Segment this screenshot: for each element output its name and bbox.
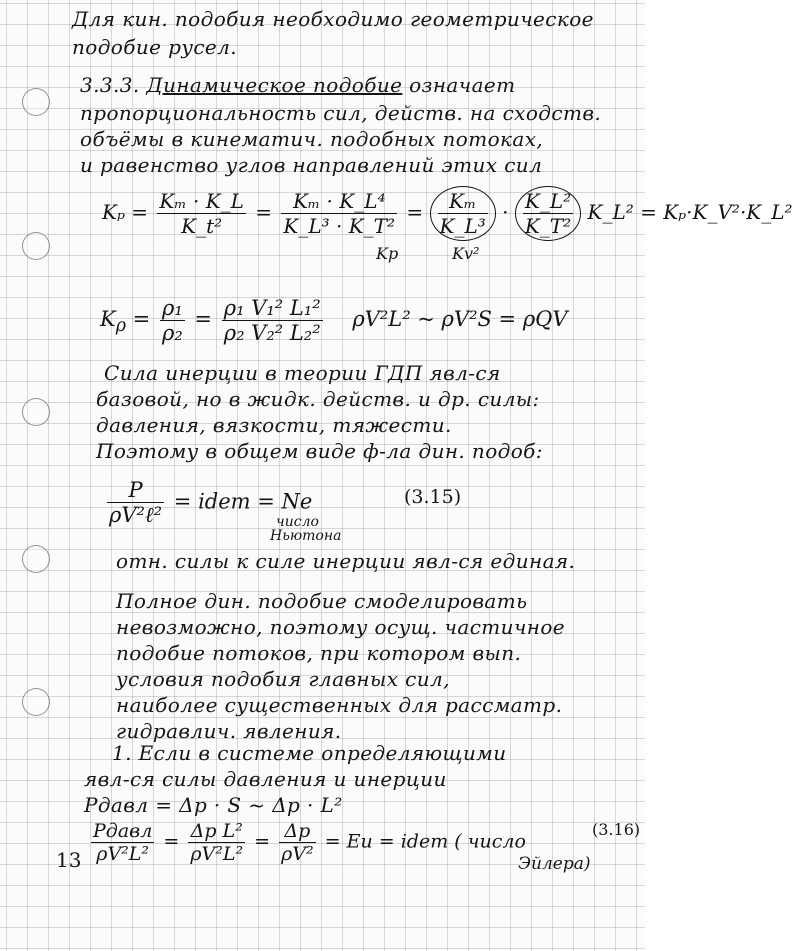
formula-rest: = Eu = idem ( число (324, 830, 526, 853)
formula-numerator: Δp (279, 820, 316, 843)
section-title: Динамическое подобие (146, 73, 403, 97)
text-line: Pдавл = Δp · S ~ Δp · L² (84, 793, 343, 817)
text-line: базовой, но в жидк. действ. и др. силы: (96, 387, 540, 411)
text-line: подобие потоков, при котором вып. (116, 641, 522, 665)
text-line: невозможно, поэтому осущ. частичное (116, 615, 566, 639)
formula-rest: = idem = Ne (173, 489, 313, 514)
text-line: Для кин. подобия необходимо геометрическое (72, 7, 594, 31)
text-line: явл-ся силы давления и инерции (84, 767, 447, 791)
formula-numerator: P (107, 478, 164, 503)
text-line: гидравлич. явления. (116, 719, 342, 743)
text-line: объёмы в кинематич. подобных потоках, (80, 127, 544, 151)
text-line: Поэтому в общем виде ф-ла дин. подоб: (96, 439, 543, 463)
formula-denominator: ρV²L² (96, 843, 150, 865)
formula-denominator: ρV²ℓ² (109, 503, 163, 527)
formula-note: число (276, 514, 319, 530)
punch-hole (22, 232, 50, 260)
section-number: 3.3.3. (80, 73, 140, 97)
equation-number: (3.16) (592, 820, 641, 839)
text-line: 1. Если в системе определяющими (112, 741, 507, 765)
formula-annotation-kv: Kv² (452, 244, 480, 263)
text-line: подобие русел. (72, 35, 238, 59)
punch-hole (22, 398, 50, 426)
punch-hole (22, 688, 50, 716)
formula-note: Эйлера) (518, 854, 591, 874)
text-line: условия подобия главных сил, (116, 667, 450, 691)
formula-density-scale: $K_\rho$ = $\frac{\text{ρ₁}}{\text{ρ₂}}$ = $\frac{\text{ρ₁ V₁² L₁²}}{\text{ρ₂ V₂² L₂²}}$ ρV²L² ~ ρV²S = ρQV (100, 296, 568, 345)
text-line: пропорциональность сил, действ. на сходств. (80, 101, 602, 125)
text-line: отн. силы к силе инерции явл-ся единая. (116, 549, 576, 573)
text-line: давления, вязкости, тяжести. (96, 413, 452, 437)
formula-numerator: Pдавл (93, 820, 153, 842)
formula-numerator: Δp L² (188, 820, 245, 843)
text-line: Сила инерции в теории ГДП явл-ся (104, 361, 501, 385)
punch-hole (22, 545, 50, 573)
formula-force-scale: Kₚ = $\frac{\text{Kₘ · K\_L}}{\text{K\_t²}}$ = $\frac{\text{Kₘ · K\_L⁴}}{\text{K\_L³ · K\_T²}}$ = $\frac{\text{Kₘ}}{\text{K\_L³}}$ · $\frac{\text{K\_L²}}{\text{K\_T²}}$ K_L² = Kₚ·K_V²·K_L² (102, 186, 793, 241)
formula-euler-number: $\frac{\text{Pдавл}}{\text{ρV²L²}}$ = $\frac{\text{Δp L²}}{\text{ρV²L²}}$ = $\frac{\Delta p}{\text{ρV²}}$ = Eu = idem ( число (93, 820, 526, 865)
formula-annotation-kp: Kp (376, 244, 399, 263)
text-line: наиболее существенных для рассматр. (116, 693, 563, 717)
text-line: и равенство углов направлений этих сил (80, 153, 543, 177)
page-number: 13 (56, 848, 82, 872)
text-line: Полное дин. подобие смоделировать (116, 589, 528, 613)
punch-hole (22, 88, 50, 116)
section-heading (80, 72, 516, 98)
section-heading-rest: означает (409, 73, 516, 97)
formula-note: Ньютона (270, 528, 342, 544)
formula-denominator: ρV²L² (190, 843, 244, 865)
equation-number: (3.15) (404, 486, 462, 508)
formula-denominator: ρV² (281, 843, 314, 865)
